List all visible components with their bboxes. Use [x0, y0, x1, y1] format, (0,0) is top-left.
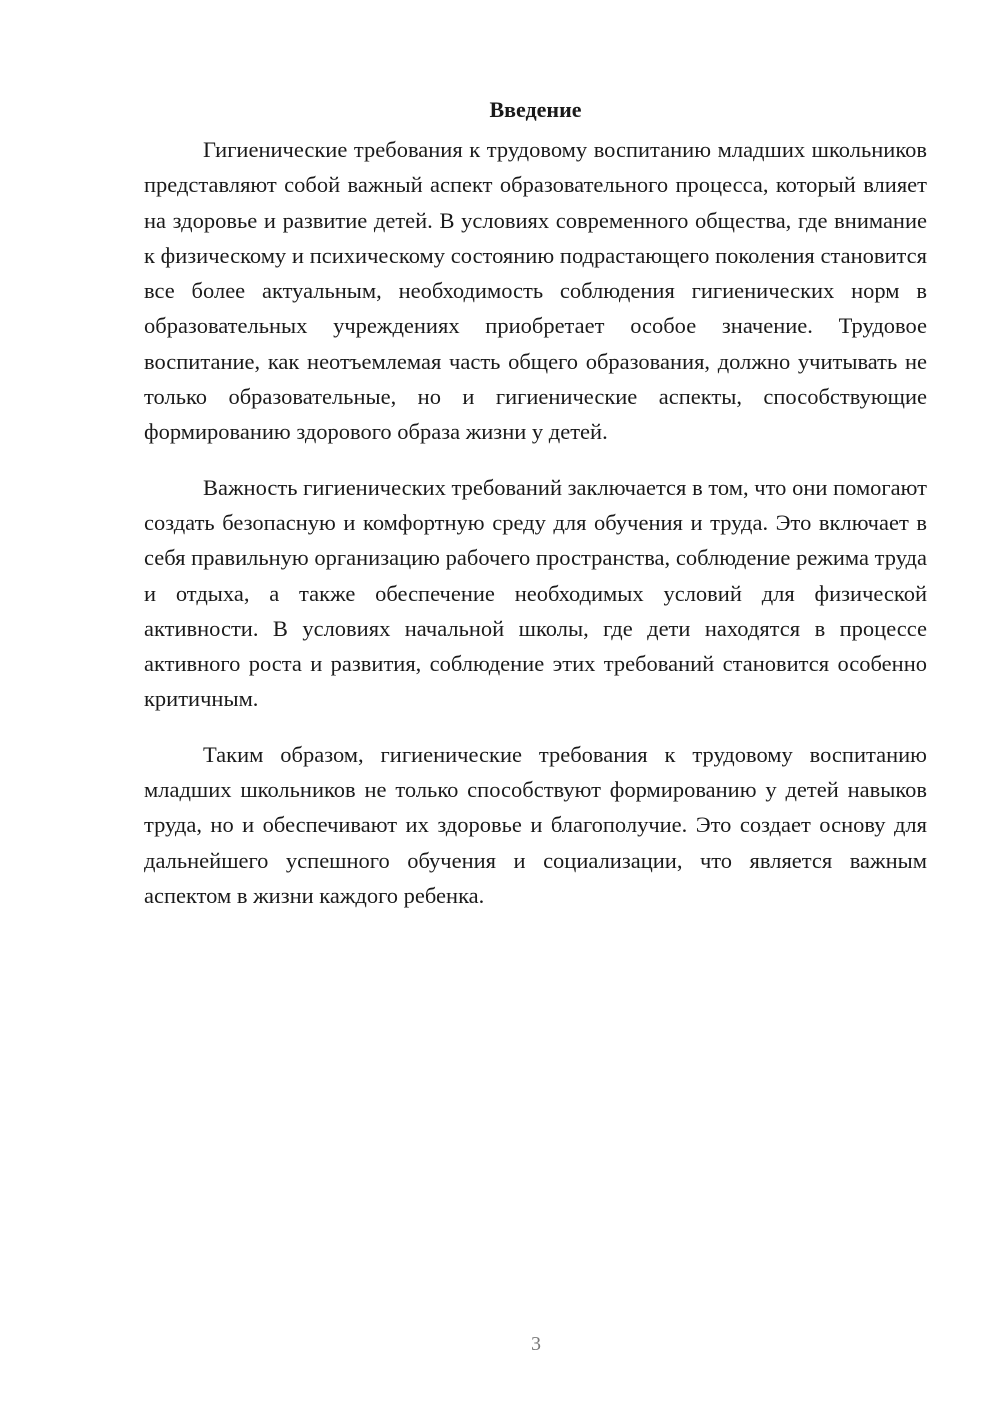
paragraph-3: Таким образом, гигиенические требования к трудовому воспитанию младших школьников не только способствуют формированию у детей навыков труда, но и обеспечивают их здоровье и благополучие. Это создает основу для дальнейшего успешного обучения и социализации, что является важным аспектом в жизни каждого ребенка.	[144, 741, 927, 908]
paragraph-2: Важность гигиенических требований заключается в том, что они помогают создать безопасную и комфортную среду для обучения и труда. Это включает в себя правильную организацию рабочего пространства, соблюдение режима труда и отдыха, а также обеспечение необходимых условий для физической активности. В условиях начальной школы, где дети находятся в процессе активного роста и развития, соблюдение этих требований становится особенно критичным.	[144, 474, 927, 712]
section-heading: Введение	[489, 97, 582, 122]
paragraph-1: Гигиенические требования к трудовому воспитанию младших школьников представляют собой важный аспект образовательного процесса, который влияет на здоровье и развитие детей. В условиях современного общества, где внимание к физическому и психическому состоянию подрастающего поколения становится все более актуальным, необходимость соблюдения гигиенических норм в образовательных учреждениях приобретает особое значение. Трудовое воспитание, как неотъемлемая часть общего образования, должно учитывать не только образовательные, но и гигиенические аспекты, способствующие формированию здорового образа жизни у детей.	[144, 137, 927, 445]
page-number: 3	[531, 1333, 541, 1355]
page-content	[144, 92, 927, 933]
